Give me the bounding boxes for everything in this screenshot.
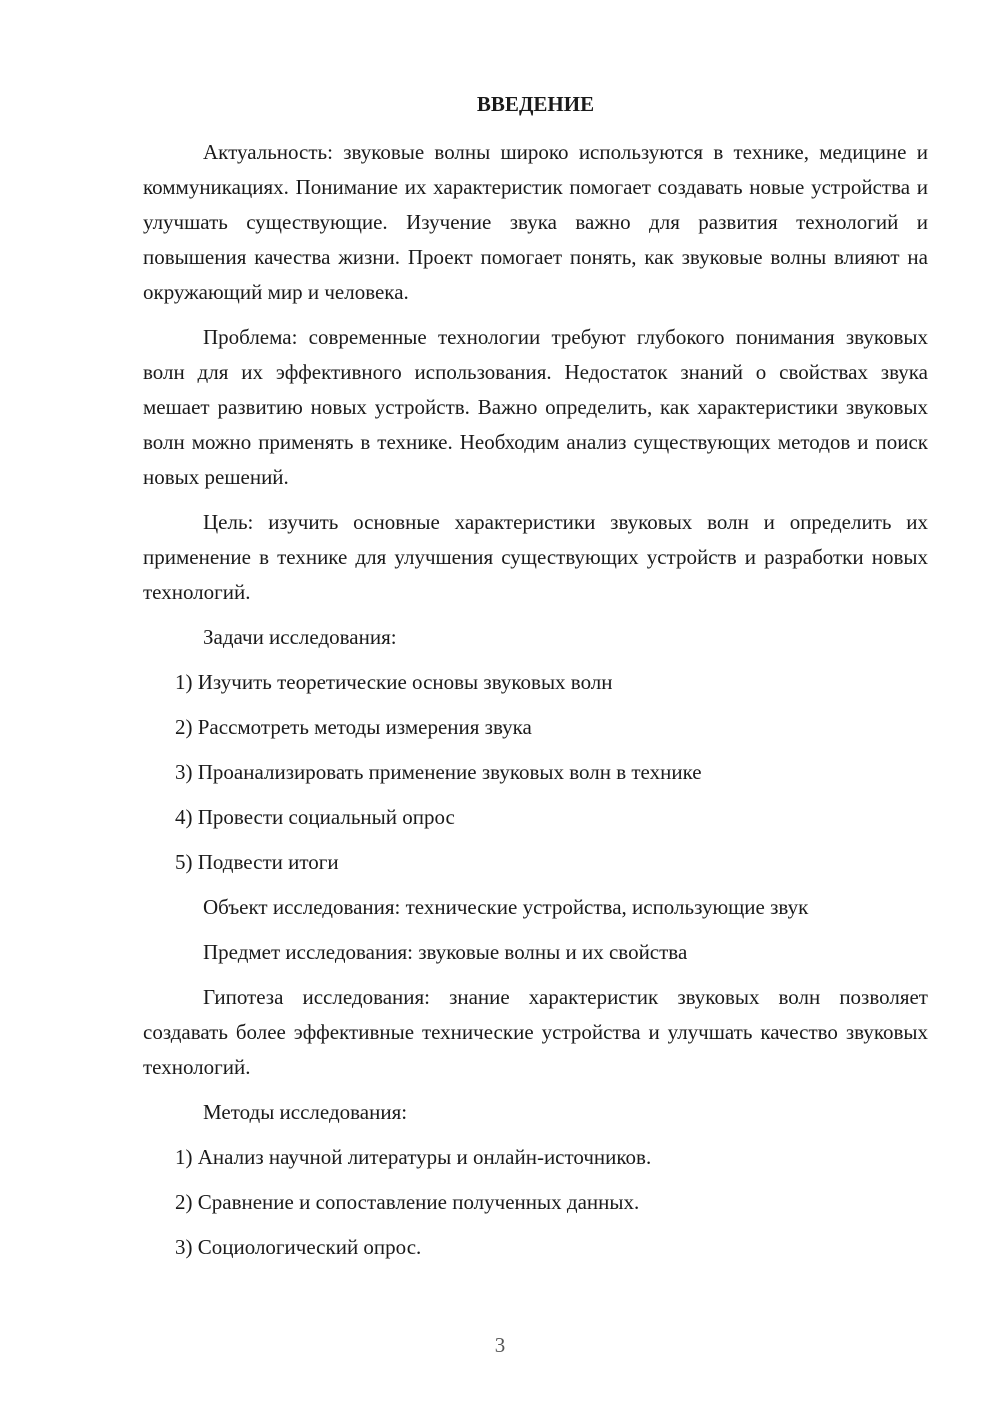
object-line: Объект исследования: технические устройства, использующие звук xyxy=(203,895,809,920)
methods-heading: Методы исследования: xyxy=(203,1100,408,1125)
list-item: 2) Рассмотреть методы измерения звука xyxy=(175,715,532,740)
document-page xyxy=(143,92,928,1275)
goal-paragraph: Цель: изучить основные характеристики звуковых волн и определить их применение в технике для улучшения существующих устройств и разработки новых технологий. xyxy=(143,510,928,605)
hypothesis-paragraph: Гипотеза исследования: знание характеристик звуковых волн позволяет создавать более эффективные технические устройства и улучшать качество звуковых технологий. xyxy=(143,985,928,1080)
page-number: 3 xyxy=(494,1333,506,1357)
tasks-list xyxy=(143,665,928,880)
list-item: 1) Изучить теоретические основы звуковых волн xyxy=(175,670,613,695)
list-item: 4) Провести социальный опрос xyxy=(175,805,455,830)
list-item: 2) Сравнение и сопоставление полученных данных. xyxy=(175,1190,640,1215)
list-item: 5) Подвести итоги xyxy=(175,850,339,875)
relevance-paragraph: Актуальность: звуковые волны широко используются в технике, медицине и коммуникациях. Понимание их характеристик помогает создавать новые устройства и улучшать существующие. Изучение звука важно для развития технологий и повышения качества жизни. Проект помогает понять, как звуковые волны влияют на окружающий мир и человека. xyxy=(143,140,928,305)
list-item: 3) Проанализировать применение звуковых волн в технике xyxy=(175,760,702,785)
page-title: ВВЕДЕНИЕ xyxy=(476,92,595,116)
list-item: 1) Анализ научной литературы и онлайн-источников. xyxy=(175,1145,652,1170)
list-item: 3) Социологический опрос. xyxy=(175,1235,422,1260)
subject-line: Предмет исследования: звуковые волны и их свойства xyxy=(203,940,688,965)
methods-list xyxy=(143,1140,928,1265)
problem-paragraph: Проблема: современные технологии требуют глубокого понимания звуковых волн для их эффективного использования. Недостаток знаний о свойствах звука мешает развитию новых устройств. Важно определить, как характеристики звуковых волн можно применять в технике. Необходим анализ существующих методов и поиск новых решений. xyxy=(143,325,928,490)
tasks-heading: Задачи исследования: xyxy=(203,625,397,650)
